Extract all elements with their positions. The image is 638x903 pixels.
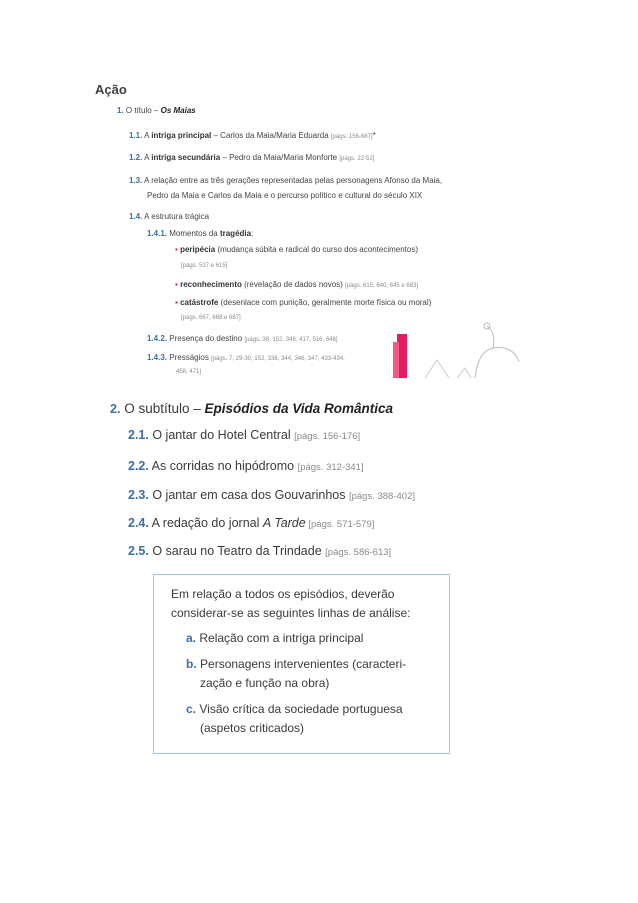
page-reference: [págs. 537 e 615]: [181, 263, 228, 269]
item-text: O jantar em casa dos Gouvarinhos: [152, 488, 349, 502]
page-reference: [págs. 571-579]: [305, 519, 375, 530]
page-reference: [págs. 22-52]: [339, 156, 375, 162]
page-title: Ação: [95, 82, 127, 97]
item-1-4-3: [147, 353, 345, 362]
item-bold: tragédia: [219, 229, 252, 238]
note-item-b: [186, 657, 406, 671]
item-text: – Pedro da Maia/Maria Monforte: [220, 153, 340, 162]
page-reference: [págs. 38, 152, 346, 417, 516, 646]: [244, 337, 338, 343]
item-1-1: [129, 131, 376, 140]
section-1-text: O título –: [125, 106, 161, 115]
item-number: 2.3.: [128, 488, 149, 502]
item-number: 2.2.: [128, 459, 149, 473]
section-2-text: O subtítulo –: [124, 401, 205, 416]
note-item-c-line2: (aspetos criticados): [200, 721, 305, 735]
item-1-4-1: [147, 229, 253, 238]
colon: :: [251, 229, 254, 238]
item-1-4: [129, 212, 209, 221]
bullet-term: catástrofe: [180, 298, 219, 307]
list-item: [128, 544, 391, 558]
item-number: 1.1.: [129, 131, 143, 140]
item-number: 1.3.: [129, 176, 143, 185]
sketch-icon: [457, 368, 471, 378]
note-item-b-line2: zação e função na obra): [200, 676, 330, 690]
bullet-icon: ▪: [175, 245, 178, 254]
bullet-icon: ▪: [175, 280, 178, 289]
item-1-2: [129, 153, 374, 162]
bullet-term: reconhecimento: [180, 280, 242, 289]
section-2-number: 2.: [110, 402, 121, 416]
item-1-4-2: [147, 334, 338, 343]
item-bold: intriga principal: [151, 131, 212, 140]
item-number: 1.4.2.: [147, 334, 168, 343]
page-reference: [págs. 615, 640, 645 e 683]: [345, 283, 419, 289]
asterisk: *: [372, 131, 376, 140]
bullet-reconhecimento: [175, 280, 418, 289]
page-reference: [págs. 312-341]: [297, 462, 364, 473]
note-item-c: [186, 702, 403, 716]
item-bold: intriga secundária: [151, 153, 221, 162]
decorative-illustration: [365, 320, 525, 378]
item-italic: A Tarde: [262, 516, 306, 530]
item-text: Presságios: [169, 353, 212, 362]
bullet-icon: ▪: [175, 298, 178, 307]
note-text: Visão crítica da sociedade portuguesa: [199, 702, 403, 716]
page-reference-cont: 458, 471]: [176, 369, 202, 375]
note-line-2: considerar-se as seguintes linhas de análise:: [171, 606, 411, 620]
bullet-peripecia: [175, 245, 418, 254]
item-text: Momentos da: [169, 229, 220, 238]
item-text: A estrutura trágica: [144, 212, 210, 221]
page-reference: [págs. 7, 29-30, 152, 336, 344, 346, 347, 433-434,: [211, 356, 345, 362]
item-prefix: A: [144, 153, 152, 162]
item-number: 1.4.: [129, 212, 143, 221]
item-number: 2.5.: [128, 544, 149, 558]
note-key: b.: [186, 657, 197, 671]
item-text: – Carlos da Maia/Maria Eduarda: [211, 131, 331, 140]
item-number: 2.4.: [128, 516, 149, 530]
section-1-heading: [117, 106, 196, 115]
bullet-text: (desenlace com punição, geralmente morte física ou moral): [218, 298, 432, 307]
list-item: [128, 488, 415, 502]
item-number: 1.2.: [129, 153, 143, 162]
note-item-a: [186, 631, 363, 645]
analysis-note-box: [153, 574, 450, 754]
item-text: Presença do destino: [169, 334, 245, 343]
page-reference: [págs. 586-613]: [325, 547, 392, 558]
item-number: 2.1.: [128, 428, 149, 442]
bullet-text: (mudança súbita e radical do curso dos acontecimentos): [215, 245, 418, 254]
bullet-text: (revelação de dados novos): [241, 280, 346, 289]
list-item: [128, 516, 374, 530]
item-prefix: A: [144, 131, 152, 140]
list-item: [128, 459, 364, 473]
item-1-3-line2: Pedro da Maia e Carlos da Maia e o percurso político e cultural do século XIX: [147, 191, 423, 200]
sketch-icon: [425, 360, 449, 378]
bullet-catastrofe: [175, 298, 431, 307]
item-1-3: [129, 176, 442, 185]
item-text: O jantar do Hotel Central: [152, 428, 295, 442]
bullet-term: peripécia: [180, 245, 216, 254]
section-1-title: Os Maias: [160, 106, 196, 115]
note-text: Relação com a intriga principal: [199, 631, 364, 645]
pink-book-icon: [393, 342, 399, 378]
item-text: O sarau no Teatro da Trindade: [152, 544, 326, 558]
page-reference: [págs. 667, 668 e 687]: [181, 315, 241, 321]
item-number: 1.4.1.: [147, 229, 168, 238]
section-1-number: 1.: [117, 106, 124, 115]
item-text: As corridas no hipódromo: [151, 459, 298, 473]
item-text: A redação do jornal: [151, 516, 263, 530]
chandelier-icon: [475, 326, 519, 378]
item-text: A relação entre as três gerações representadas pelas personagens Afonso da Maia,: [144, 176, 443, 185]
section-2-title: Episódios da Vida Romântica: [204, 401, 394, 416]
page-reference: [págs. 156-176]: [294, 431, 361, 442]
section-2-heading: [110, 401, 393, 416]
note-key: c.: [186, 702, 197, 716]
page-reference: [págs. 388-402]: [348, 491, 415, 502]
list-item: [128, 428, 360, 442]
note-text: Personagens intervenientes (caracteri-: [200, 657, 407, 671]
item-number: 1.4.3.: [147, 353, 168, 362]
note-key: a.: [186, 631, 197, 645]
page-reference: [págs. 156-687]: [330, 134, 373, 140]
note-line-1: Em relação a todos os episódios, deverão: [171, 587, 395, 601]
